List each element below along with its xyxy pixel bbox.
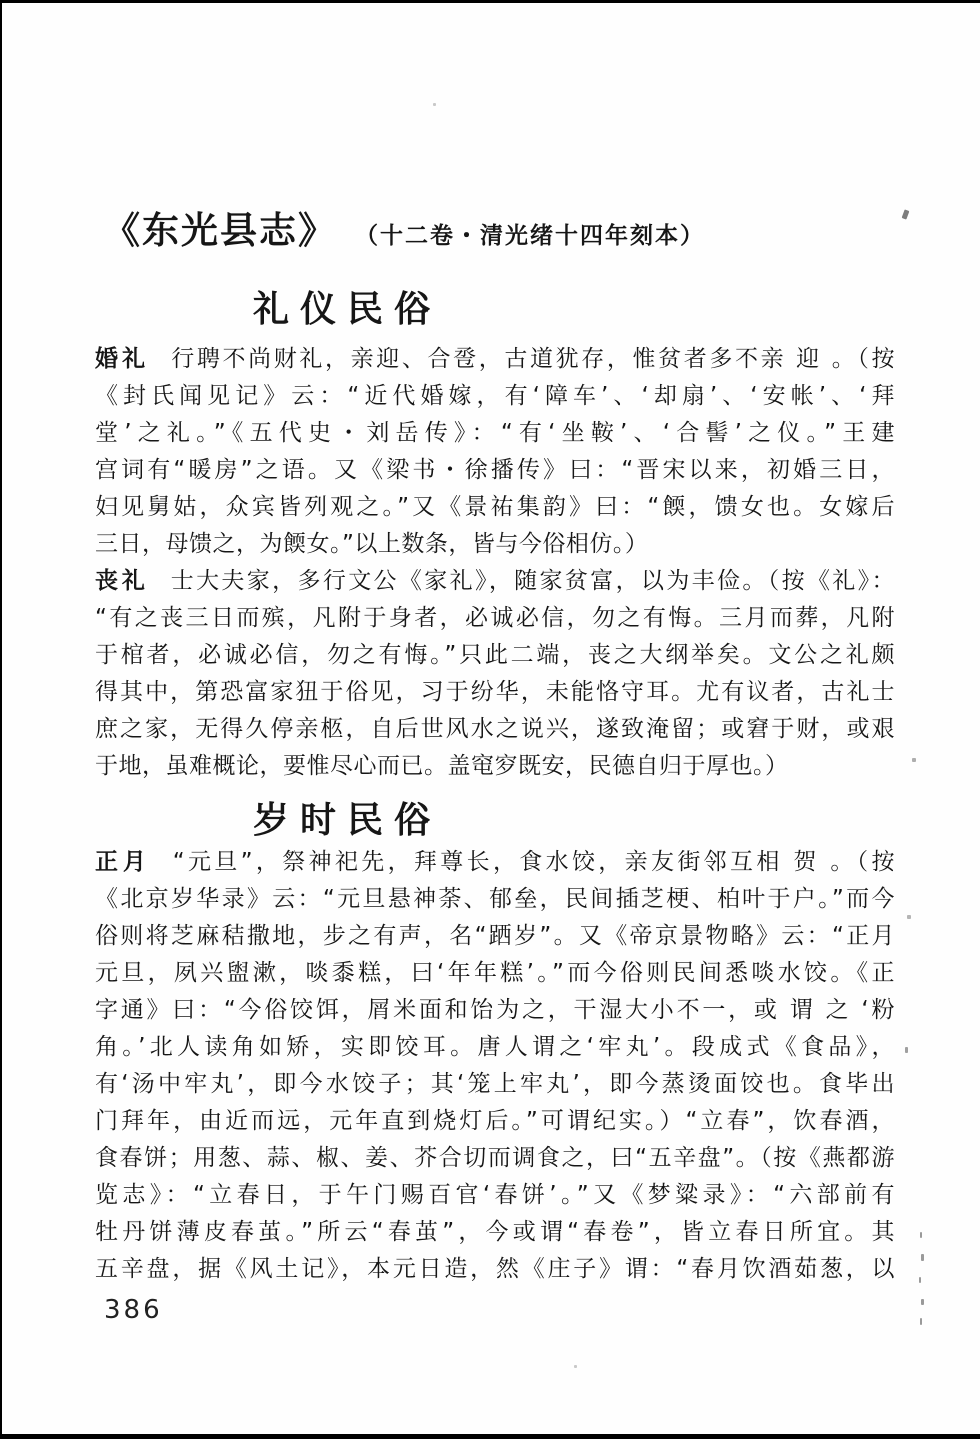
section-body-liyi	[95, 341, 895, 785]
section-body-suishi	[95, 844, 895, 1288]
text-line: 妇见舅姑，众宾皆列观之。”又《景祐集韵》曰：“餪，馈女也。女嫁后	[95, 494, 895, 520]
scan-artifact	[919, 1277, 921, 1283]
scan-artifact	[907, 915, 911, 919]
scan-artifact	[912, 758, 916, 762]
text-line: 三日，母馈之，为餪女。”以上数条，皆与今俗相仿。）	[95, 531, 649, 557]
text-line: 俗则将芝麻秸撒地，步之有声，名“跴岁”。又《帝京景物略》云：“正月	[95, 923, 895, 949]
text-line: 《北京岁华录》云：“元旦悬神荼、郁垒，民间插芝梗、柏叶于户。”而今	[95, 886, 895, 912]
text-line	[95, 844, 895, 881]
scan-artifact	[921, 1254, 924, 1261]
scan-artifact	[433, 103, 436, 106]
scan-artifact	[921, 1299, 924, 1305]
text-line: 牡丹饼薄皮春茧。”所云“春茧”，今或谓“春卷”，皆立春日所宜。其	[95, 1219, 895, 1245]
text-line-content: 士大夫家，多行文公《家礼》，随家贫富，以为丰俭。（按《礼》：	[170, 568, 896, 594]
text-line: 于地，虽难概论，要惟尽心而已。盖窀穸既安，民德自归于厚也。）	[95, 753, 789, 779]
text-line: 于棺者，必诚必信，勿之有悔。”只此二端，丧之大纲举矣。文公之礼颇	[95, 642, 895, 668]
text-line	[95, 341, 895, 378]
scan-artifact	[920, 1232, 922, 1238]
text-line: 字通》曰：“今俗饺饵，屑米面和饴为之，干湿大小不一，或 谓 之 ‘粉	[95, 997, 895, 1023]
section-heading-liyi-minsu: 礼仪民俗	[253, 289, 442, 330]
scan-edge-left	[0, 0, 2, 1439]
text-line: 有‘汤中牢丸’，即今水饺子；其‘笼上牢丸’，即今蒸烫面饺也。食毕出	[95, 1071, 895, 1097]
book-title-row	[103, 200, 923, 254]
paragraph-label: 丧礼	[95, 568, 149, 594]
text-line: 食春饼；用葱、蒜、椒、姜、芥合切而调食之，曰“五辛盘”。（按《燕都游	[95, 1145, 895, 1171]
page-title: 《东光县志》	[103, 209, 337, 252]
text-line	[95, 563, 895, 600]
text-line: 宫词有“暖房”之语。又《梁书・徐播传》曰：“晋宋以来，初婚三日，	[95, 457, 895, 483]
text-line: 《封氏闻见记》云：“近代婚嫁，有‘障车’、‘却扇’、‘安帐’、‘拜	[95, 383, 895, 409]
text-line: 览志》：“立春日，于午门赐百官‘春饼’。”又《梦粱录》：“六部前有	[95, 1182, 895, 1208]
scan-edge-bottom	[0, 1434, 980, 1439]
text-line: 门拜年，由近而远，元年直到烧灯后。”可谓纪实。）“立春”，饮春酒，	[95, 1108, 895, 1134]
scan-artifact	[574, 1365, 577, 1368]
scan-artifact	[920, 1318, 922, 1325]
text-line: 庶之家，无得久停亲柩，自后世风水之说兴，遂致淹留；或窘于财，或艰	[95, 716, 895, 742]
text-line: 元旦，夙兴盥漱，啖黍糕，曰‘年年糕’。”而今俗则民间悉啖水饺。《正	[95, 960, 895, 986]
text-line: “有之丧三日而殡，凡附于身者，必诚必信，勿之有悔。三月而葬，凡附	[95, 605, 895, 631]
text-line-content: “元旦”，祭神祀先，拜尊长，食水饺，亲友街邻互相 贺 。（按	[172, 849, 896, 875]
page-subtitle: （十二卷・清光绪十四年刻本）	[355, 223, 705, 249]
text-line-content: 行聘不尚财礼，亲迎、合卺，古道犹存，惟贫者多不亲 迎 。（按	[171, 346, 895, 372]
text-line: 堂’之礼。”《五代史・刘岳传》：“有‘坐鞍’、‘合髻’之仪。”王建	[95, 420, 895, 446]
section-heading-suishi-minsu: 岁时民俗	[253, 800, 442, 841]
text-line: 五辛盘，据《风土记》，本元日造，然《庄子》谓：“春月饮酒茹葱，以	[95, 1256, 895, 1282]
text-line: 角。’北人读角如矫，实即饺耳。唐人谓之‘牢丸’。段成式《食品》，	[95, 1034, 895, 1060]
scan-artifact	[905, 1047, 908, 1053]
paragraph-label: 婚礼	[95, 346, 150, 372]
page-number: 386	[104, 1295, 163, 1325]
paragraph-label: 正月	[95, 849, 151, 875]
text-line: 得其中，第恐富家狃于俗见，习于纷华，未能恪守耳。尤有议者，古礼士	[95, 679, 895, 705]
scan-edge-top	[0, 0, 980, 3]
